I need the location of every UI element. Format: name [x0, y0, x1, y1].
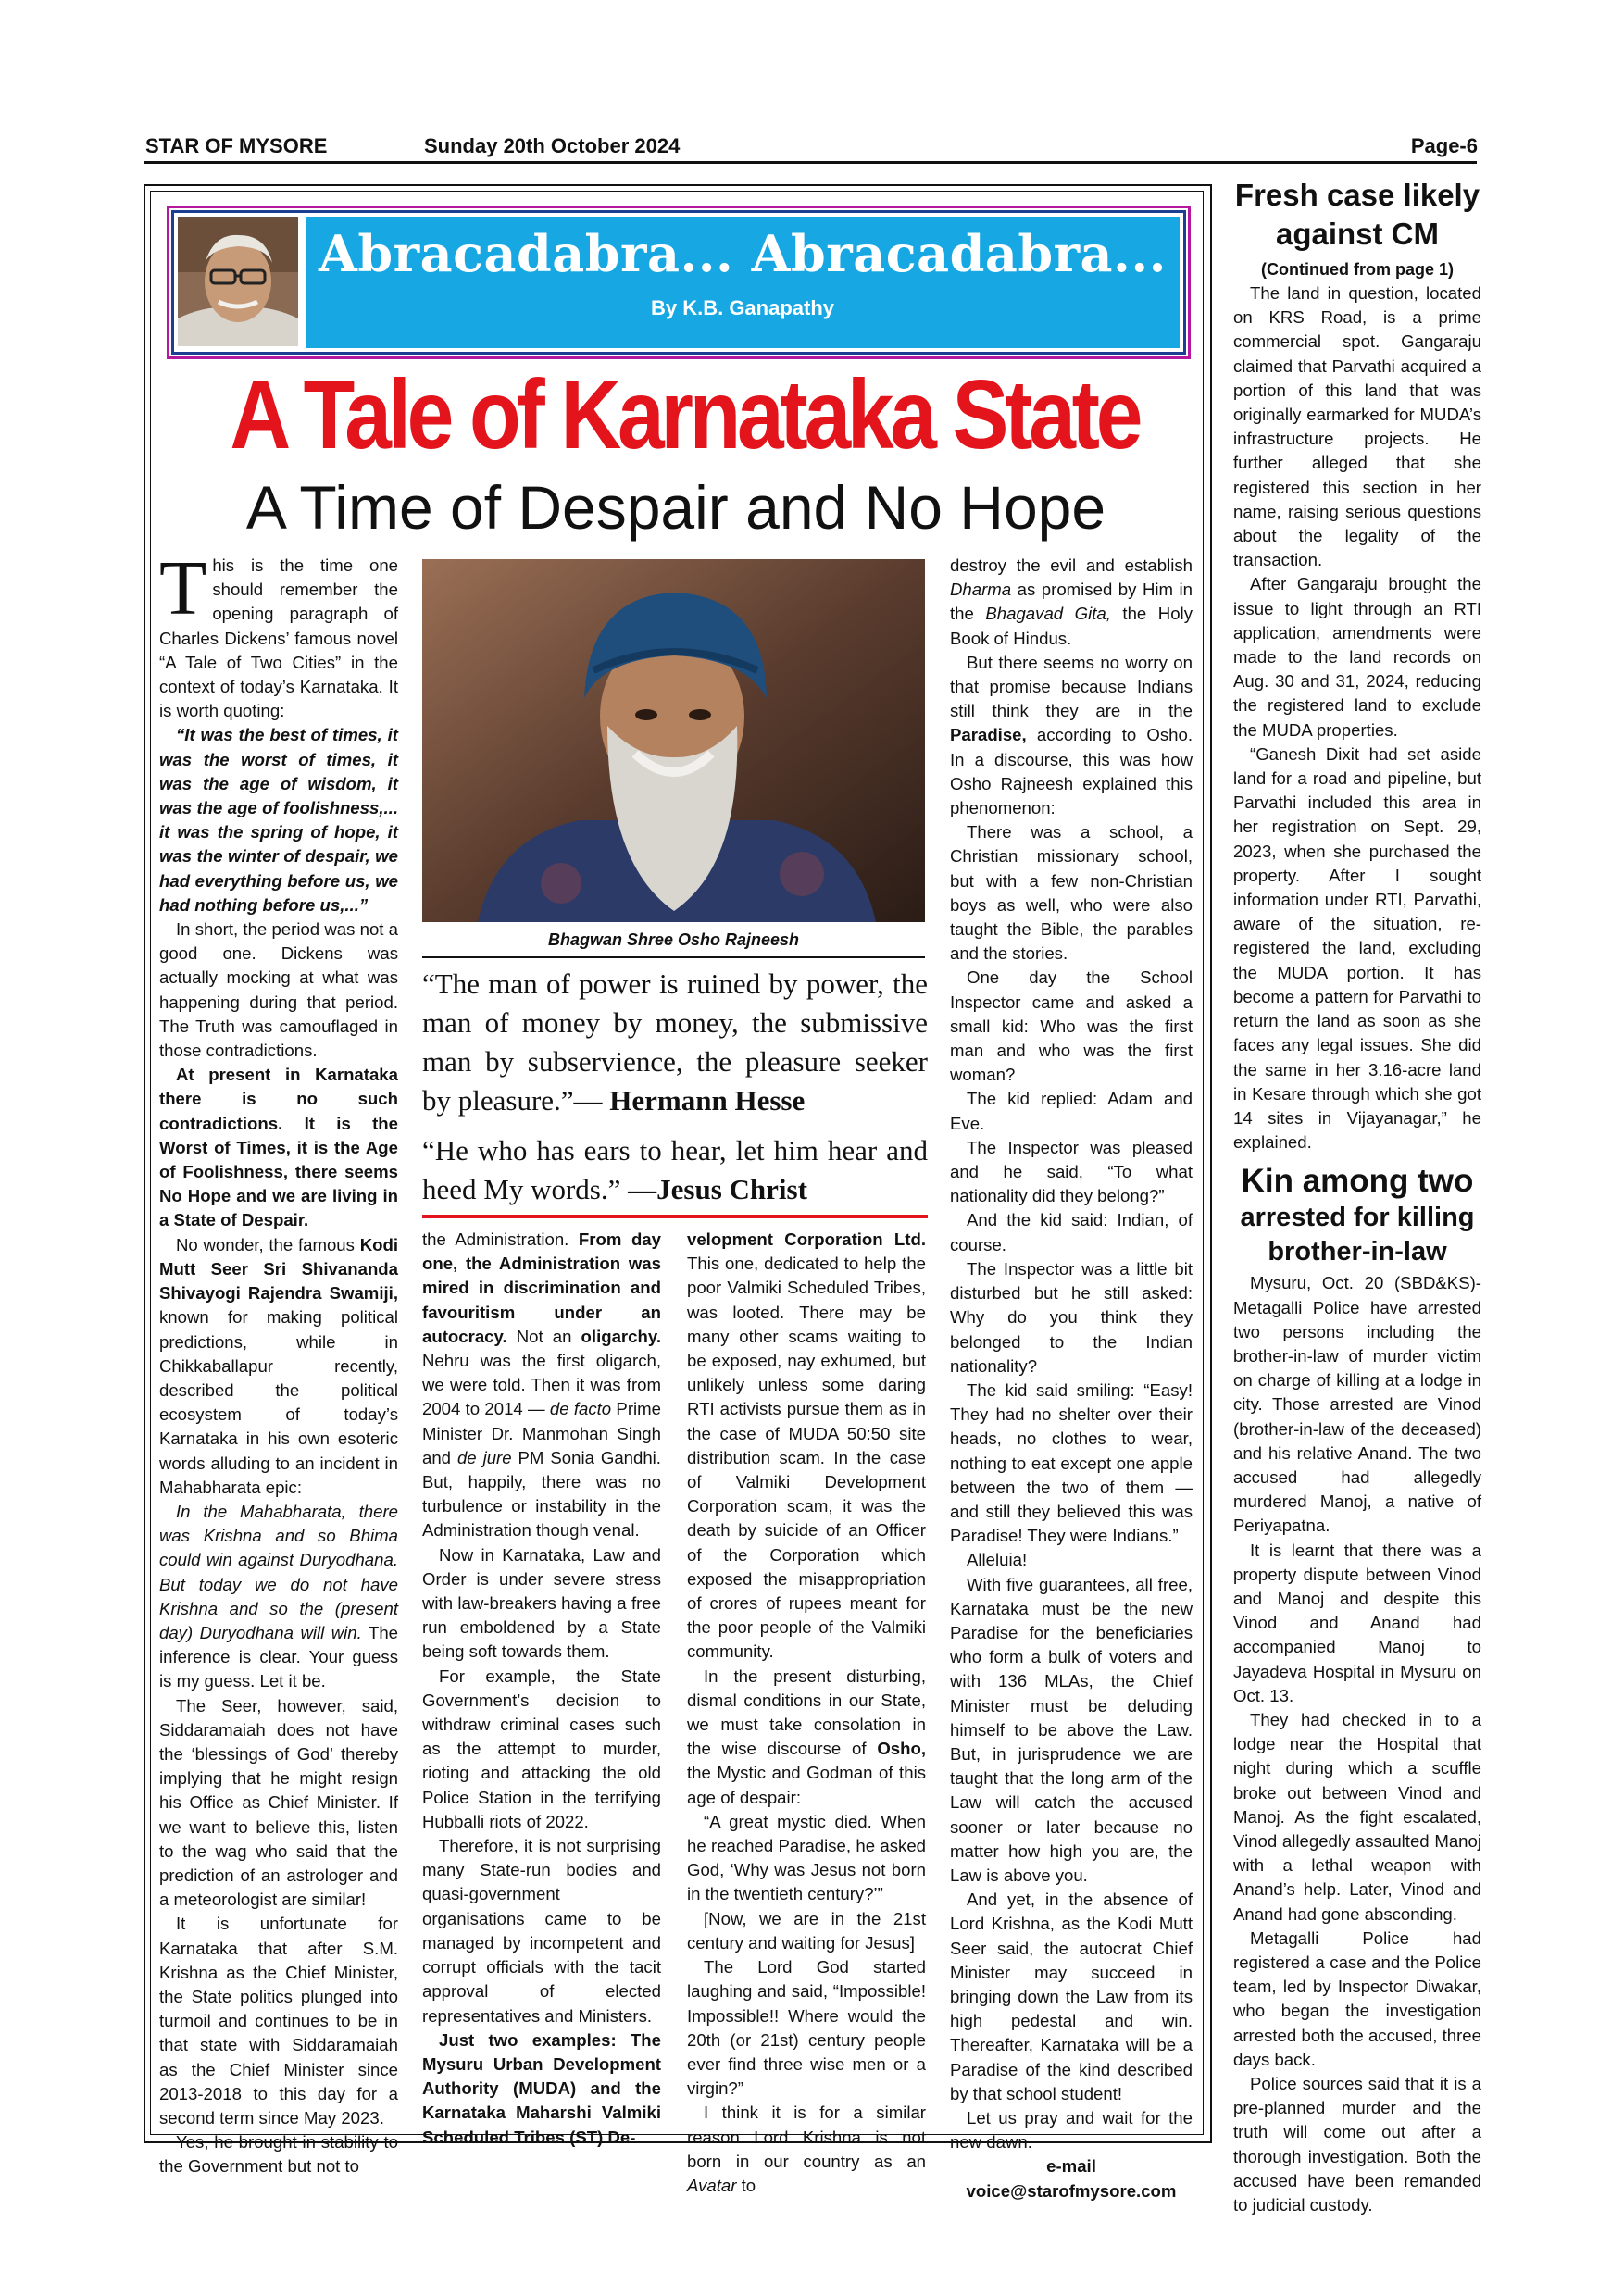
- paragraph: The Inspector was pleased and he said, “To what nationality did they belong?”: [950, 1137, 1193, 1206]
- quote-divider: [422, 1215, 928, 1218]
- paragraph: The Inspector was a little bit disturbed but he still asked: Why do you think they belonged to the Indian nationality?: [950, 1258, 1193, 1376]
- column-title: Abracadabra... Abracadabra...: [319, 224, 1167, 283]
- paragraph: For example, the State Government’s decision to withdraw criminal cases such as the attempt to murder, rioting and attacking the old Police Station in the terrifying Hubballi riots of 2022.: [422, 1666, 661, 1831]
- sidebar-story2-headline: Kin among two: [1241, 1163, 1474, 1200]
- paragraph: Alleluia!: [967, 1550, 1028, 1570]
- paper-name: STAR OF MYSORE: [145, 134, 328, 157]
- jesus-quote: “He who has ears to hear, let him hear and heed My words.” —Jesus Christ: [422, 1134, 928, 1205]
- paragraph: “Ganesh Dixit had set aside land for a road and pipeline, but Parvathi included this area in her registration on Sept. 29, 2023, when she purchased the property. After I sought information under RTI, Parvathi, aware of the situation, re-registered the land, excluding the MUDA portion. It has become a pattern for Parvathi to return the land as soon as she faces any legal issues. She did the same in her 3.16-acre land in Kesare through which she got 14 sites in Vijayanagar,” he explained.: [1233, 743, 1481, 1153]
- paragraph: [Now, we are in the 21st century and waiting for Jesus]: [687, 1908, 926, 1953]
- banner-blue-panel: [306, 217, 1180, 348]
- paragraph: I think it is for a similar reason Lord Krishna is not born in our country as an Avatar to: [687, 2103, 926, 2195]
- sub-headline: A Time of Despair and No Hope: [245, 473, 1106, 542]
- drop-cap: T: [159, 545, 207, 631]
- paragraph: the Administration. From day one, the Administration was mired in discrimination and favouritism under an autocracy. Not an oligarchy. Nehru was the first oligarch, we were told. Then it was from 2004 to 2014 — de facto Prime Minister Dr. Manmohan Singh and de jure PM Sonia Gandhi. But, happily, there was no turbulence or instability in the Administration though venal.: [422, 1229, 661, 1541]
- paragraph: Just two examples: The Mysuru Urban Development Authority (MUDA) and the Karnataka Maharshi Valmiki Scheduled Tribes (ST) De-: [422, 2029, 661, 2147]
- paragraph: And the kid said: Indian, of course.: [950, 1210, 1193, 1254]
- osho-portrait-image: [422, 559, 925, 922]
- paragraph: They had checked in to a lodge near the Hospital that night during which a scuffle broke out between Vinod and Manoj. As the fight escalated, Vinod allegedly assaulted Manoj with a lethal weapon with Anand’s help. Later, Vinod and Anand had gone absconding.: [1233, 1709, 1481, 1924]
- paragraph: With five guarantees, all free, Karnataka must be the new Paradise for the beneficiaries who form a bulk of voters and with 136 MLAs, the Chief Minister must be deluding himself to be above the Law. But, in jurisprudence we are taught that the long arm of the Law will catch the accused sooner or later because no matter how high you are, the Law is above you.: [950, 1574, 1193, 1885]
- article-column-1: [159, 545, 398, 2179]
- paragraph: After Gangaraju brought the issue to light through an RTI application, amendments were made to the land records on Aug. 30 and 31, 2024, reducing the registered land to exclude the MUDA properties.: [1233, 574, 1481, 740]
- caption-rule: [422, 956, 925, 958]
- paragraph: destroy the evil and establish Dharma as promised by Him in the Bhagavad Gita, the Holy Book of Hindus.: [950, 555, 1193, 648]
- dickens-quote: “It was the best of times, it was the worst of times, it was the age of wisdom, it was the age of foolishness,... it was the spring of hope, it was the winter of despair, we had everything before us, we had nothing before us,...”: [159, 725, 398, 915]
- article-column-4: [950, 554, 1193, 2203]
- paragraph: In the present disturbing, dismal conditions in our State, we must take consolation in the wise discourse of Osho, the Mystic and Godman of this age of despair:: [687, 1666, 926, 1807]
- lead-paragraph: This is the time one should remember the opening paragraph of Charles Dickens’ famous novel “A Tale of Two Cities” in the context of today’s Karnataka. It is worth quoting:: [159, 545, 398, 721]
- paragraph: In short, the period was not a good one. Dickens was actually mocking at what was happening during that period. The Truth was camouflaged in those contradictions.: [159, 919, 398, 1061]
- paragraph: In the Mahabharata, there was Krishna and so Bhima could win against Duryodhana. But today we do not have Krishna and so the (present day) Duryodhana will win. The inference is clear. Your guess is my guess. Let it be.: [159, 1501, 398, 1691]
- paragraph: At present in Karnataka there is no such contradictions. It is the Worst of Times, it is the Age of Foolishness, there seems No Hope and we are living in a State of Despair.: [159, 1065, 398, 1230]
- paragraph: Therefore, it is not surprising many State-run bodies and quasi-government organisations came to be managed by incompetent and corrupt officials with the tacit approval of elected representatives and Ministers.: [422, 1836, 661, 2026]
- paragraph: “A great mystic died. When he reached Paradise, he asked God, ‘Why was Jesus not born in the twentieth century?’”: [687, 1811, 926, 1904]
- sidebar-story1-headline: Fresh case likely against CM: [1234, 178, 1480, 251]
- paragraph: Now in Karnataka, Law and Order is under severe stress with law-breakers having a free run emboldened by a State being soft towards them.: [422, 1544, 661, 1662]
- paragraph: The land in question, located on KRS Road, is a prime commercial spot. Gangaraju claimed that Parvathi acquired a portion of this land that was originally earmarked for MUDA’s infrastructure projects. He further alleged that she registered this section in her name, raising serious questions about the legality of the transaction.: [1233, 283, 1481, 570]
- paragraph: Mysuru, Oct. 20 (SBD&KS)- Metagalli Police have arrested two persons including the brother-in-law of murder victim on charge of killing at a lodge in city. Those arrested are Vinod (brother-in-law of the deceased) and his relative Anand. The two accused had allegedly murdered Manoj, a native of Periyapatna.: [1233, 1273, 1481, 1536]
- issue-date: Sunday 20th October 2024: [424, 134, 681, 157]
- email-link[interactable]: voice@starofmysore.com: [966, 2180, 1177, 2201]
- page-number: Page-6: [1410, 134, 1478, 157]
- paragraph: It is unfortunate for Karnataka that after S.M. Krishna as the Chief Minister, the State politics plunged into turmoil and continues to be in that state with Siddaramaiah as the Chief Minister since 2013-2018 to this day for a second term since May 2023.: [159, 1914, 398, 2128]
- sidebar: [1233, 176, 1481, 2217]
- paragraph: Police sources said that it is a pre-planned murder and the truth will come out after a thorough investigation. Both the accused have been remanded to judicial custody.: [1233, 2074, 1481, 2215]
- article-column-2: [422, 1228, 661, 2150]
- paragraph: The Lord God started laughing and said, “Impossible! Impossible!! Where would the 20th (or 21st) century people ever find three wise men or a virgin?”: [687, 1957, 926, 2099]
- paragraph: And yet, in the absence of Lord Krishna, as the Kodi Mutt Seer said, the autocrat Chief Minister may succeed in bringing down the Law from its high pedestal and win. Thereafter, Karnataka will be a Paradise of the kind described by that school student!: [950, 1890, 1193, 2103]
- sidebar-story2-subheadline: arrested for killing brother-in-law: [1240, 1203, 1475, 1267]
- paragraph: velopment Corporation Ltd. This one, dedicated to help the poor Valmiki Scheduled Tribes, was looted. There may be many other scams waiting to be exposed, nay exhumed, but unlikely unless some daring RTI activists pursue them as in the case of MUDA 50:50 site distribution scam. In the case of Valmiki Development Corporation scam, it was the death by suicide of an Officer of the Corporation which exposed the misappropriation of crores of rupees meant for the poor people of the Valmiki community.: [687, 1229, 926, 1662]
- sidebar-story2-body: [1233, 1271, 1481, 2217]
- paragraph: No wonder, the famous Kodi Mutt Seer Sri Shivananda Shivayogi Rajendra Swamiji, known for making political predictions, while in Chikkaballapur recently, described the political ecosystem of today’s Karnataka in his own esoteric words alluding to an incident in Mahabharata epic:: [159, 1234, 398, 1497]
- paragraph: The kid replied: Adam and Eve.: [950, 1089, 1193, 1133]
- paragraph: Metagalli Police had registered a case and the Police team, led by Inspector Diwakar, who began the investigation arrested both the accused, three days back.: [1233, 1928, 1481, 2069]
- paragraph: One day the School Inspector came and asked a small kid: Who was the first man and who was the first woman?: [950, 967, 1193, 1085]
- sidebar-story1-body: [1233, 281, 1481, 1154]
- email-label: e-mail: [1046, 2156, 1096, 2177]
- hesse-quote: “The man of power is ruined by power, the man of money by money, the submissive man by subservience, the pleasure seeker by pleasure.”— Hermann Hesse: [422, 967, 928, 1117]
- osho-photo: [422, 559, 925, 922]
- paragraph: Let us pray and wait for the new dawn.: [950, 2108, 1193, 2152]
- continued-note: (Continued from page 1): [1261, 260, 1454, 279]
- main-headline: A Tale of Karnataka State: [230, 360, 1140, 469]
- paragraph: The kid said smiling: “Easy! They had no shelter over their heads, no clothes to wear, nothing to eat except one apple between the two of them — and still they believed this was Paradise! They were Indians.”: [950, 1379, 1193, 1546]
- column-banner: [167, 206, 1191, 359]
- paragraph: But there seems no worry on that promise because Indians still think they are in the Paradise, according to Osho. In a discourse, this was how Osho Rajneesh explained this phenomenon:: [950, 652, 1193, 818]
- paragraph: Yes, he brought in stability to the Government but not to: [159, 2132, 398, 2177]
- paragraph: The Seer, however, said, Siddaramaiah does not have the ‘blessings of God’ thereby implying that he might resign his Office as Chief Minister. If we want to believe this, listen to the wag who said that the prediction of an astrologer and a meteorologist are similar!: [159, 1695, 398, 1910]
- header-rule: [144, 161, 1477, 164]
- paragraph: It is learnt that there was a property dispute between Vinod and Manoj and despite this Vinod and Anand had accompanied Manoj to Jayadeva Hospital in Mysuru on Oct. 13.: [1233, 1540, 1481, 1705]
- article-column-3: [687, 1228, 926, 2198]
- column-byline: By K.B. Ganapathy: [650, 296, 835, 319]
- author-photo: [178, 217, 298, 346]
- paragraph: There was a school, a Christian missionary school, but with a few non-Christian boys as well, who were also taught the Bible, the parables and the stories.: [950, 822, 1193, 964]
- photo-caption: Bhagwan Shree Osho Rajneesh: [547, 930, 800, 949]
